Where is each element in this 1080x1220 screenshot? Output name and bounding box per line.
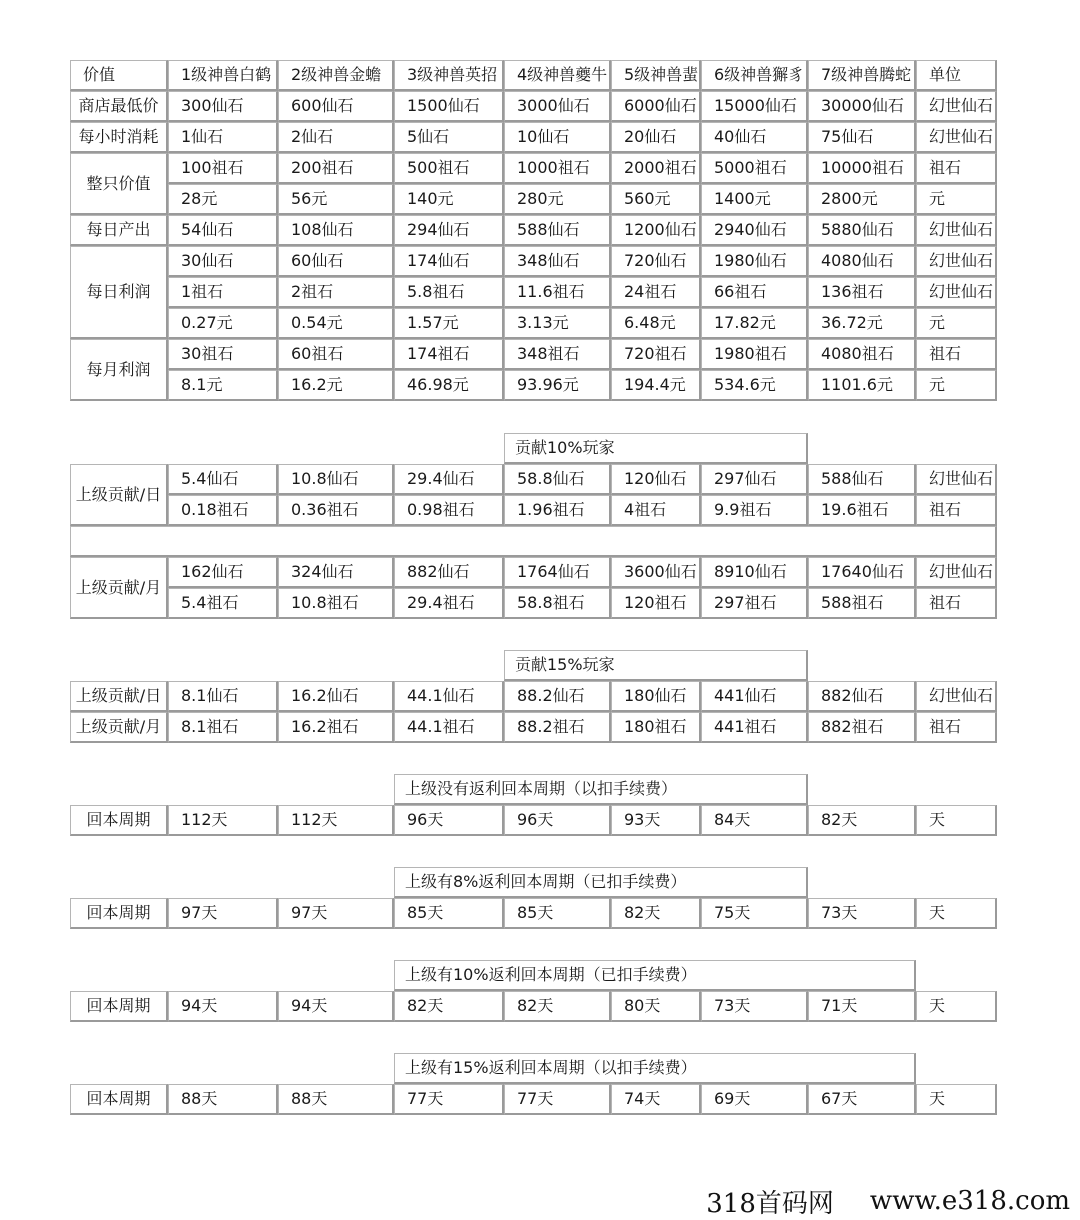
contrib15-monthly-cell-6: 441祖石 [701, 712, 808, 743]
row-label-payback-0: 回本周期 [70, 805, 168, 836]
payback-0-cell-3: 96天 [394, 805, 504, 836]
monthly-profit-1-unit-cell: 元 [916, 370, 997, 401]
whole-value-1-cell-3: 140元 [394, 184, 504, 215]
payback-2-cell-7: 71天 [808, 991, 916, 1022]
contrib10-daily-1-cell-1: 0.18祖石 [168, 495, 278, 526]
contrib15-monthly-cell-2: 16.2祖石 [278, 712, 394, 743]
shop-min-cell-6: 15000仙石 [701, 91, 808, 122]
contrib15-daily-cell-1: 8.1仙石 [168, 681, 278, 712]
payback-2-cell-5: 80天 [611, 991, 701, 1022]
monthly-profit-0-cell-2: 60祖石 [278, 339, 394, 370]
contrib10-daily-0-cell-2: 10.8仙石 [278, 464, 394, 495]
payback-0-unit-cell: 天 [916, 805, 997, 836]
daily-profit-0-cell-6: 1980仙石 [701, 246, 808, 277]
contrib10-monthly-1-unit-cell: 祖石 [916, 588, 997, 619]
header-cell-7: 7级神兽腾蛇 [808, 60, 916, 91]
daily-profit-2-cell-3: 1.57元 [394, 308, 504, 339]
contrib10-monthly-0-unit-cell: 幻世仙石 [916, 557, 997, 588]
daily-profit-1-cell-3: 5.8祖石 [394, 277, 504, 308]
hourly-cell-6: 40仙石 [701, 122, 808, 153]
caption-payback-1: 上级有8%返利回本周期（已扣手续费） [394, 867, 808, 898]
contrib15-monthly-cell-4: 88.2祖石 [504, 712, 611, 743]
header-cell-0: 价值 [70, 60, 168, 91]
contrib10-daily-0-cell-7: 588仙石 [808, 464, 916, 495]
payback-0-cell-6: 84天 [701, 805, 808, 836]
caption-payback-3: 上级有15%返利回本周期（以扣手续费） [394, 1053, 916, 1084]
payback-0-cell-4: 96天 [504, 805, 611, 836]
payback-3-cell-4: 77天 [504, 1084, 611, 1115]
hourly-cell-5: 20仙石 [611, 122, 701, 153]
daily-profit-0-cell-2: 60仙石 [278, 246, 394, 277]
monthly-profit-1-cell-7: 1101.6元 [808, 370, 916, 401]
contrib10-monthly-0-cell-7: 17640仙石 [808, 557, 916, 588]
payback-1-cell-1: 97天 [168, 898, 278, 929]
daily-output-cell-3: 294仙石 [394, 215, 504, 246]
contrib10-monthly-0-cell-5: 3600仙石 [611, 557, 701, 588]
contrib10-monthly-1-cell-5: 120祖石 [611, 588, 701, 619]
header-cell-1: 1级神兽白鹤 [168, 60, 278, 91]
contrib10-daily-1-cell-5: 4祖石 [611, 495, 701, 526]
hourly-unit-cell: 幻世仙石 [916, 122, 997, 153]
row-label-shop-min: 商店最低价 [70, 91, 168, 122]
contrib10-daily-1-unit-cell: 祖石 [916, 495, 997, 526]
contrib10-daily-1-cell-7: 19.6祖石 [808, 495, 916, 526]
row-label-daily-profit: 每日利润 [70, 246, 168, 339]
daily-profit-1-cell-2: 2祖石 [278, 277, 394, 308]
monthly-profit-0-cell-6: 1980祖石 [701, 339, 808, 370]
contrib10-daily-0-cell-5: 120仙石 [611, 464, 701, 495]
contrib15-daily-unit-cell: 幻世仙石 [916, 681, 997, 712]
shop-min-unit-cell: 幻世仙石 [916, 91, 997, 122]
monthly-profit-1-cell-3: 46.98元 [394, 370, 504, 401]
payback-2-cell-4: 82天 [504, 991, 611, 1022]
payback-3-unit-cell: 天 [916, 1084, 997, 1115]
whole-value-1-cell-6: 1400元 [701, 184, 808, 215]
contrib10-monthly-1-cell-6: 297祖石 [701, 588, 808, 619]
payback-3-cell-1: 88天 [168, 1084, 278, 1115]
row-label-payback-3: 回本周期 [70, 1084, 168, 1115]
contrib10-monthly-0-cell-3: 882仙石 [394, 557, 504, 588]
payback-3-cell-2: 88天 [278, 1084, 394, 1115]
monthly-profit-1-cell-2: 16.2元 [278, 370, 394, 401]
payback-2-cell-6: 73天 [701, 991, 808, 1022]
contrib10-monthly-1-cell-7: 588祖石 [808, 588, 916, 619]
whole-value-0-cell-5: 2000祖石 [611, 153, 701, 184]
monthly-profit-1-cell-4: 93.96元 [504, 370, 611, 401]
payback-1-unit-cell: 天 [916, 898, 997, 929]
blank-separator-row [70, 526, 997, 557]
payback-0-cell-2: 112天 [278, 805, 394, 836]
daily-profit-1-cell-1: 1祖石 [168, 277, 278, 308]
monthly-profit-1-cell-1: 8.1元 [168, 370, 278, 401]
daily-profit-2-cell-2: 0.54元 [278, 308, 394, 339]
whole-value-1-cell-2: 56元 [278, 184, 394, 215]
header-cell-6: 6级神兽獬豸 [701, 60, 808, 91]
contrib10-daily-0-cell-1: 5.4仙石 [168, 464, 278, 495]
row-label-contrib10-daily: 上级贡献/日 [70, 464, 168, 526]
hourly-cell-2: 2仙石 [278, 122, 394, 153]
payback-0-cell-7: 82天 [808, 805, 916, 836]
header-cell-3: 3级神兽英招 [394, 60, 504, 91]
daily-profit-2-unit-cell: 元 [916, 308, 997, 339]
shop-min-cell-7: 30000仙石 [808, 91, 916, 122]
row-label-whole-value: 整只价值 [70, 153, 168, 215]
daily-output-cell-5: 1200仙石 [611, 215, 701, 246]
hourly-cell-1: 1仙石 [168, 122, 278, 153]
payback-1-cell-2: 97天 [278, 898, 394, 929]
caption-payback-2: 上级有10%返利回本周期（已扣手续费） [394, 960, 916, 991]
daily-output-cell-2: 108仙石 [278, 215, 394, 246]
shop-min-cell-5: 6000仙石 [611, 91, 701, 122]
contrib15-daily-cell-7: 882仙石 [808, 681, 916, 712]
contrib10-monthly-0-cell-4: 1764仙石 [504, 557, 611, 588]
daily-profit-2-cell-6: 17.82元 [701, 308, 808, 339]
row-label-hourly: 每小时消耗 [70, 122, 168, 153]
contrib10-daily-1-cell-2: 0.36祖石 [278, 495, 394, 526]
payback-1-cell-4: 85天 [504, 898, 611, 929]
caption-contrib-10: 贡献10%玩家 [504, 433, 808, 464]
contrib15-daily-cell-5: 180仙石 [611, 681, 701, 712]
daily-profit-2-cell-7: 36.72元 [808, 308, 916, 339]
contrib15-daily-cell-3: 44.1仙石 [394, 681, 504, 712]
site-url: www.e318.com [869, 1186, 1070, 1216]
daily-profit-0-cell-5: 720仙石 [611, 246, 701, 277]
daily-profit-0-cell-7: 4080仙石 [808, 246, 916, 277]
contrib10-daily-0-cell-4: 58.8仙石 [504, 464, 611, 495]
shop-min-cell-3: 1500仙石 [394, 91, 504, 122]
header-cell-5: 5级神兽蜚 [611, 60, 701, 91]
monthly-profit-0-cell-1: 30祖石 [168, 339, 278, 370]
whole-value-1-cell-4: 280元 [504, 184, 611, 215]
whole-value-0-cell-3: 500祖石 [394, 153, 504, 184]
whole-value-0-cell-7: 10000祖石 [808, 153, 916, 184]
row-label-payback-2: 回本周期 [70, 991, 168, 1022]
header-cell-8: 单位 [916, 60, 997, 91]
payback-3-cell-3: 77天 [394, 1084, 504, 1115]
payback-0-cell-1: 112天 [168, 805, 278, 836]
payback-1-cell-5: 82天 [611, 898, 701, 929]
whole-value-0-cell-2: 200祖石 [278, 153, 394, 184]
contrib10-daily-0-cell-6: 297仙石 [701, 464, 808, 495]
daily-profit-2-cell-4: 3.13元 [504, 308, 611, 339]
shop-min-cell-4: 3000仙石 [504, 91, 611, 122]
contrib15-daily-cell-4: 88.2仙石 [504, 681, 611, 712]
monthly-profit-0-cell-3: 174祖石 [394, 339, 504, 370]
contrib15-monthly-cell-3: 44.1祖石 [394, 712, 504, 743]
row-label-contrib15-daily: 上级贡献/日 [70, 681, 168, 712]
contrib10-daily-1-cell-6: 9.9祖石 [701, 495, 808, 526]
whole-value-0-cell-4: 1000祖石 [504, 153, 611, 184]
row-label-contrib15-monthly: 上级贡献/月 [70, 712, 168, 743]
contrib15-monthly-unit-cell: 祖石 [916, 712, 997, 743]
payback-1-cell-6: 75天 [701, 898, 808, 929]
daily-profit-2-cell-1: 0.27元 [168, 308, 278, 339]
shop-min-cell-1: 300仙石 [168, 91, 278, 122]
whole-value-0-unit-cell: 祖石 [916, 153, 997, 184]
contrib10-monthly-1-cell-3: 29.4祖石 [394, 588, 504, 619]
hourly-cell-7: 75仙石 [808, 122, 916, 153]
payback-1-cell-7: 73天 [808, 898, 916, 929]
daily-profit-1-cell-6: 66祖石 [701, 277, 808, 308]
header-cell-2: 2级神兽金蟾 [278, 60, 394, 91]
daily-profit-1-cell-4: 11.6祖石 [504, 277, 611, 308]
payback-2-cell-3: 82天 [394, 991, 504, 1022]
contrib10-daily-0-cell-3: 29.4仙石 [394, 464, 504, 495]
payback-2-cell-1: 94天 [168, 991, 278, 1022]
contrib10-daily-0-unit-cell: 幻世仙石 [916, 464, 997, 495]
row-label-daily-output: 每日产出 [70, 215, 168, 246]
monthly-profit-0-unit-cell: 祖石 [916, 339, 997, 370]
payback-3-cell-5: 74天 [611, 1084, 701, 1115]
monthly-profit-0-cell-5: 720祖石 [611, 339, 701, 370]
whole-value-1-cell-5: 560元 [611, 184, 701, 215]
contrib15-monthly-cell-5: 180祖石 [611, 712, 701, 743]
daily-output-cell-1: 54仙石 [168, 215, 278, 246]
whole-value-1-cell-7: 2800元 [808, 184, 916, 215]
daily-output-cell-7: 5880仙石 [808, 215, 916, 246]
daily-profit-2-cell-5: 6.48元 [611, 308, 701, 339]
contrib10-monthly-1-cell-4: 58.8祖石 [504, 588, 611, 619]
row-label-contrib10-monthly: 上级贡献/月 [70, 557, 168, 619]
watermark-footer [0, 1182, 1080, 1220]
monthly-profit-0-cell-7: 4080祖石 [808, 339, 916, 370]
daily-profit-1-unit-cell: 幻世仙石 [916, 277, 997, 308]
contrib10-monthly-0-cell-6: 8910仙石 [701, 557, 808, 588]
contrib10-monthly-1-cell-1: 5.4祖石 [168, 588, 278, 619]
hourly-cell-3: 5仙石 [394, 122, 504, 153]
payback-3-cell-7: 67天 [808, 1084, 916, 1115]
row-label-monthly-profit: 每月利润 [70, 339, 168, 401]
payback-2-unit-cell: 天 [916, 991, 997, 1022]
contrib10-daily-1-cell-3: 0.98祖石 [394, 495, 504, 526]
contrib15-daily-cell-2: 16.2仙石 [278, 681, 394, 712]
monthly-profit-1-cell-5: 194.4元 [611, 370, 701, 401]
payback-2-cell-2: 94天 [278, 991, 394, 1022]
monthly-profit-1-cell-6: 534.6元 [701, 370, 808, 401]
contrib10-monthly-0-cell-2: 324仙石 [278, 557, 394, 588]
payback-0-cell-5: 93天 [611, 805, 701, 836]
whole-value-1-unit-cell: 元 [916, 184, 997, 215]
caption-payback-0: 上级没有返利回本周期（以扣手续费） [394, 774, 808, 805]
contrib10-daily-1-cell-4: 1.96祖石 [504, 495, 611, 526]
monthly-profit-0-cell-4: 348祖石 [504, 339, 611, 370]
contrib15-monthly-cell-1: 8.1祖石 [168, 712, 278, 743]
hourly-cell-4: 10仙石 [504, 122, 611, 153]
shop-min-cell-2: 600仙石 [278, 91, 394, 122]
contrib10-monthly-1-cell-2: 10.8祖石 [278, 588, 394, 619]
daily-profit-1-cell-7: 136祖石 [808, 277, 916, 308]
contrib15-monthly-cell-7: 882祖石 [808, 712, 916, 743]
daily-profit-0-cell-1: 30仙石 [168, 246, 278, 277]
contrib10-monthly-0-cell-1: 162仙石 [168, 557, 278, 588]
payback-1-cell-3: 85天 [394, 898, 504, 929]
row-label-payback-1: 回本周期 [70, 898, 168, 929]
daily-output-cell-4: 588仙石 [504, 215, 611, 246]
header-cell-4: 4级神兽夔牛 [504, 60, 611, 91]
site-name: 318首码网 [706, 1188, 834, 1219]
payback-3-cell-6: 69天 [701, 1084, 808, 1115]
caption-contrib-15: 贡献15%玩家 [504, 650, 808, 681]
whole-value-1-cell-1: 28元 [168, 184, 278, 215]
contrib15-daily-cell-6: 441仙石 [701, 681, 808, 712]
whole-value-0-cell-6: 5000祖石 [701, 153, 808, 184]
whole-value-0-cell-1: 100祖石 [168, 153, 278, 184]
daily-profit-1-cell-5: 24祖石 [611, 277, 701, 308]
daily-output-unit-cell: 幻世仙石 [916, 215, 997, 246]
daily-profit-0-cell-3: 174仙石 [394, 246, 504, 277]
daily-profit-0-cell-4: 348仙石 [504, 246, 611, 277]
daily-profit-0-unit-cell: 幻世仙石 [916, 246, 997, 277]
daily-output-cell-6: 2940仙石 [701, 215, 808, 246]
